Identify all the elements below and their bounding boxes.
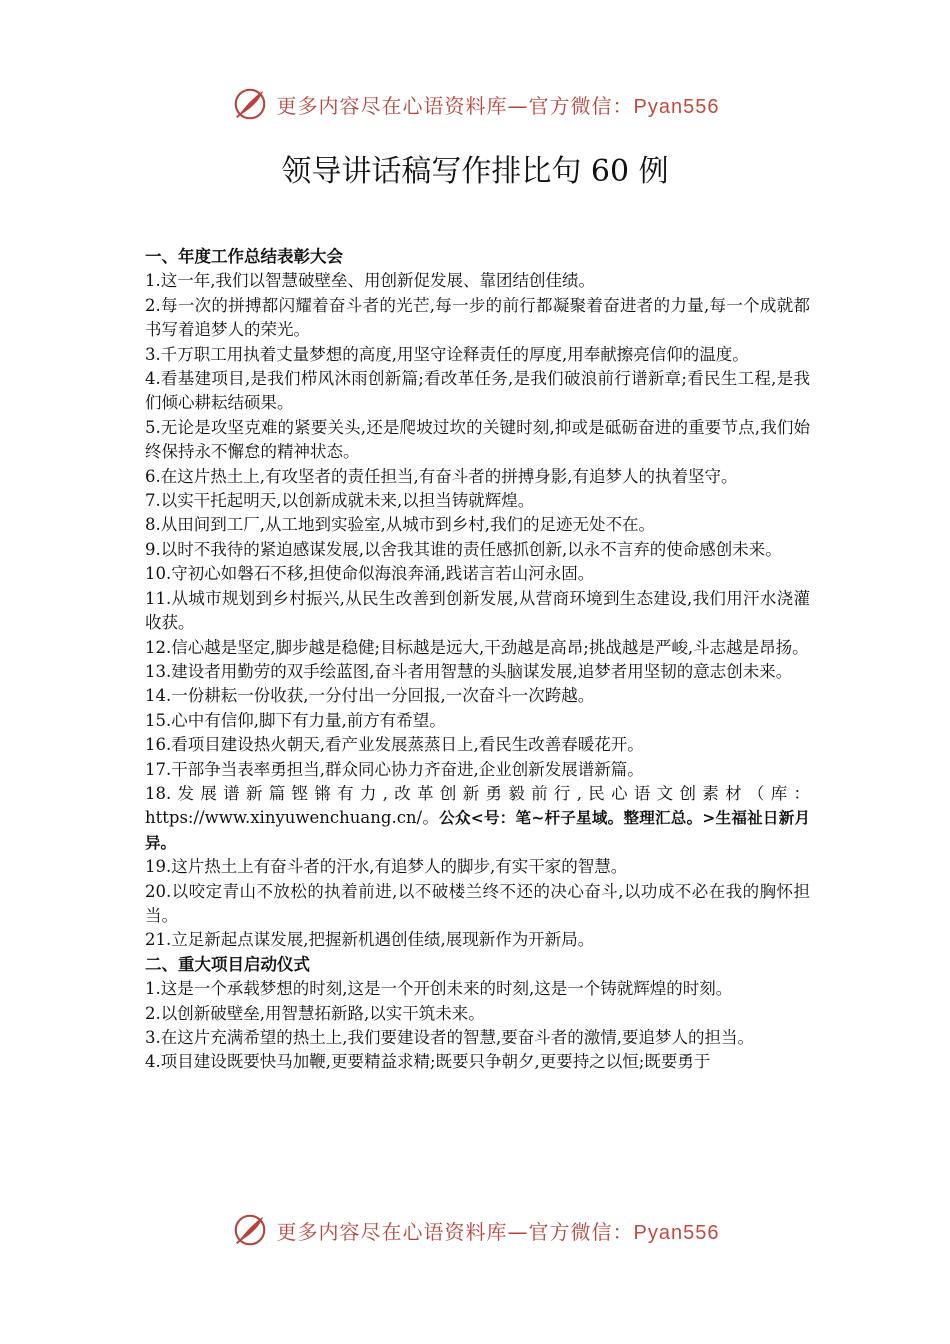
list-item: 1.这是一个承载梦想的时刻,这是一个开创未来的时刻,这是一个铸就辉煌的时刻。 [145, 979, 733, 999]
footer-banner [0, 1208, 950, 1252]
document-body [145, 245, 810, 1075]
feather-pen-logo-icon [231, 1211, 269, 1249]
list-item: 21.立足新起点谋发展,把握新机遇创佳绩,展现新作为开新局。 [145, 930, 595, 950]
list-item-18-text: 18.发展谱新篇铿锵有力,改革创新勇毅前行,民心语文创素材（库：https://www.xinyuwenchuang.cn/。 [145, 783, 810, 828]
page-title: 领导讲话稿写作排比句 60 例 [281, 154, 669, 189]
list-item-18-bold-text: 公众<号：笔~杆子星域。整理汇总。>生福祉日新月异。 [145, 809, 810, 852]
list-item: 3.千万职工用执着丈量梦想的高度,用坚守诠释责任的厚度,用奉献擦亮信仰的温度。 [145, 344, 749, 364]
list-item: 17.干部争当表率勇担当,群众同心协力齐奋进,企业创新发展谱新篇。 [145, 759, 644, 779]
list-item: 4.项目建设既要快马加鞭,更要精益求精;既要只争朝夕,更要持之以恒;既要勇于 [145, 1052, 711, 1072]
list-item: 1.这一年,我们以智慧破壁垒、用创新促发展、靠团结创佳绩。 [145, 271, 595, 291]
list-item: 8.从田间到工厂,从工地到实验室,从城市到乡村,我们的足迹无处不在。 [145, 515, 655, 535]
list-item: 6.在这片热土上,有攻坚者的责任担当,有奋斗者的拼搏身影,有追梦人的执着坚守。 [145, 466, 738, 486]
list-item: 15.心中有信仰,脚下有力量,前方有希望。 [145, 710, 446, 730]
section-heading: 二、重大项目启动仪式 [145, 954, 310, 974]
list-item-18 [145, 782, 810, 855]
list-item: 14.一份耕耘一份收获,一分付出一分回报,一次奋斗一次跨越。 [145, 686, 595, 706]
list-item: 5.无论是攻坚克难的紧要关头,还是爬坡过坎的关键时刻,抑或是砥砺奋进的重要节点,我们始终保持永不懈怠的精神状态。 [145, 417, 810, 462]
list-item: 9.以时不我待的紧迫感谋发展,以舍我其谁的责任感抓创新,以永不言弃的使命感创未来。 [145, 539, 782, 559]
list-item: 19.这片热土上有奋斗者的汗水,有追梦人的脚步,有实干家的智慧。 [145, 857, 628, 877]
banner-text: 更多内容尽在心语资料库—官方微信：Pyan556 [276, 1219, 720, 1244]
section-heading: 一、年度工作总结表彰大会 [145, 247, 343, 266]
banner-text: 更多内容尽在心语资料库—官方微信：Pyan556 [276, 93, 720, 118]
list-item: 2.每一次的拼搏都闪耀着奋斗者的光芒,每一步的前行都凝聚着奋进者的力量,每一个成就都书写着追梦人的荣光。 [145, 295, 810, 340]
list-item: 7.以实干托起明天,以创新成就未来,以担当铸就辉煌。 [145, 491, 535, 511]
header-banner [0, 82, 950, 126]
list-item: 20.以咬定青山不放松的执着前进,以不破楼兰终不还的决心奋斗,以功成不必在我的胸怀担当。 [145, 881, 810, 925]
list-item: 10.守初心如磐石不移,担使命似海浪奔涌,践诺言若山河永固。 [145, 564, 595, 584]
list-item: 2.以创新破壁垒,用智慧拓新路,以实干筑未来。 [145, 1003, 485, 1023]
feather-pen-logo-icon [231, 85, 269, 123]
list-item: 11.从城市规划到乡村振兴,从民生改善到创新发展,从营商环境到生态建设,我们用汗水浇灌收获。 [145, 588, 810, 633]
list-item: 3.在这片充满希望的热土上,我们要建设者的智慧,要奋斗者的激情,要追梦人的担当。 [145, 1028, 754, 1047]
list-item: 12.信心越是坚定,脚步越是稳健;目标越是远大,干劲越是高昂;挑战越是严峻,斗志越是昂扬。 [145, 637, 809, 657]
list-item: 16.看项目建设热火朝天,看产业发展蒸蒸日上,看民生改善春暖花开。 [145, 735, 644, 755]
list-item: 4.看基建项目,是我们栉风沐雨创新篇;看改革任务,是我们破浪前行谱新章;看民生工程,是我们倾心耕耘结硕果。 [145, 369, 810, 413]
list-item: 13.建设者用勤劳的双手绘蓝图,奋斗者用智慧的头脑谋发展,追梦者用坚韧的意志创未来。 [145, 661, 793, 681]
